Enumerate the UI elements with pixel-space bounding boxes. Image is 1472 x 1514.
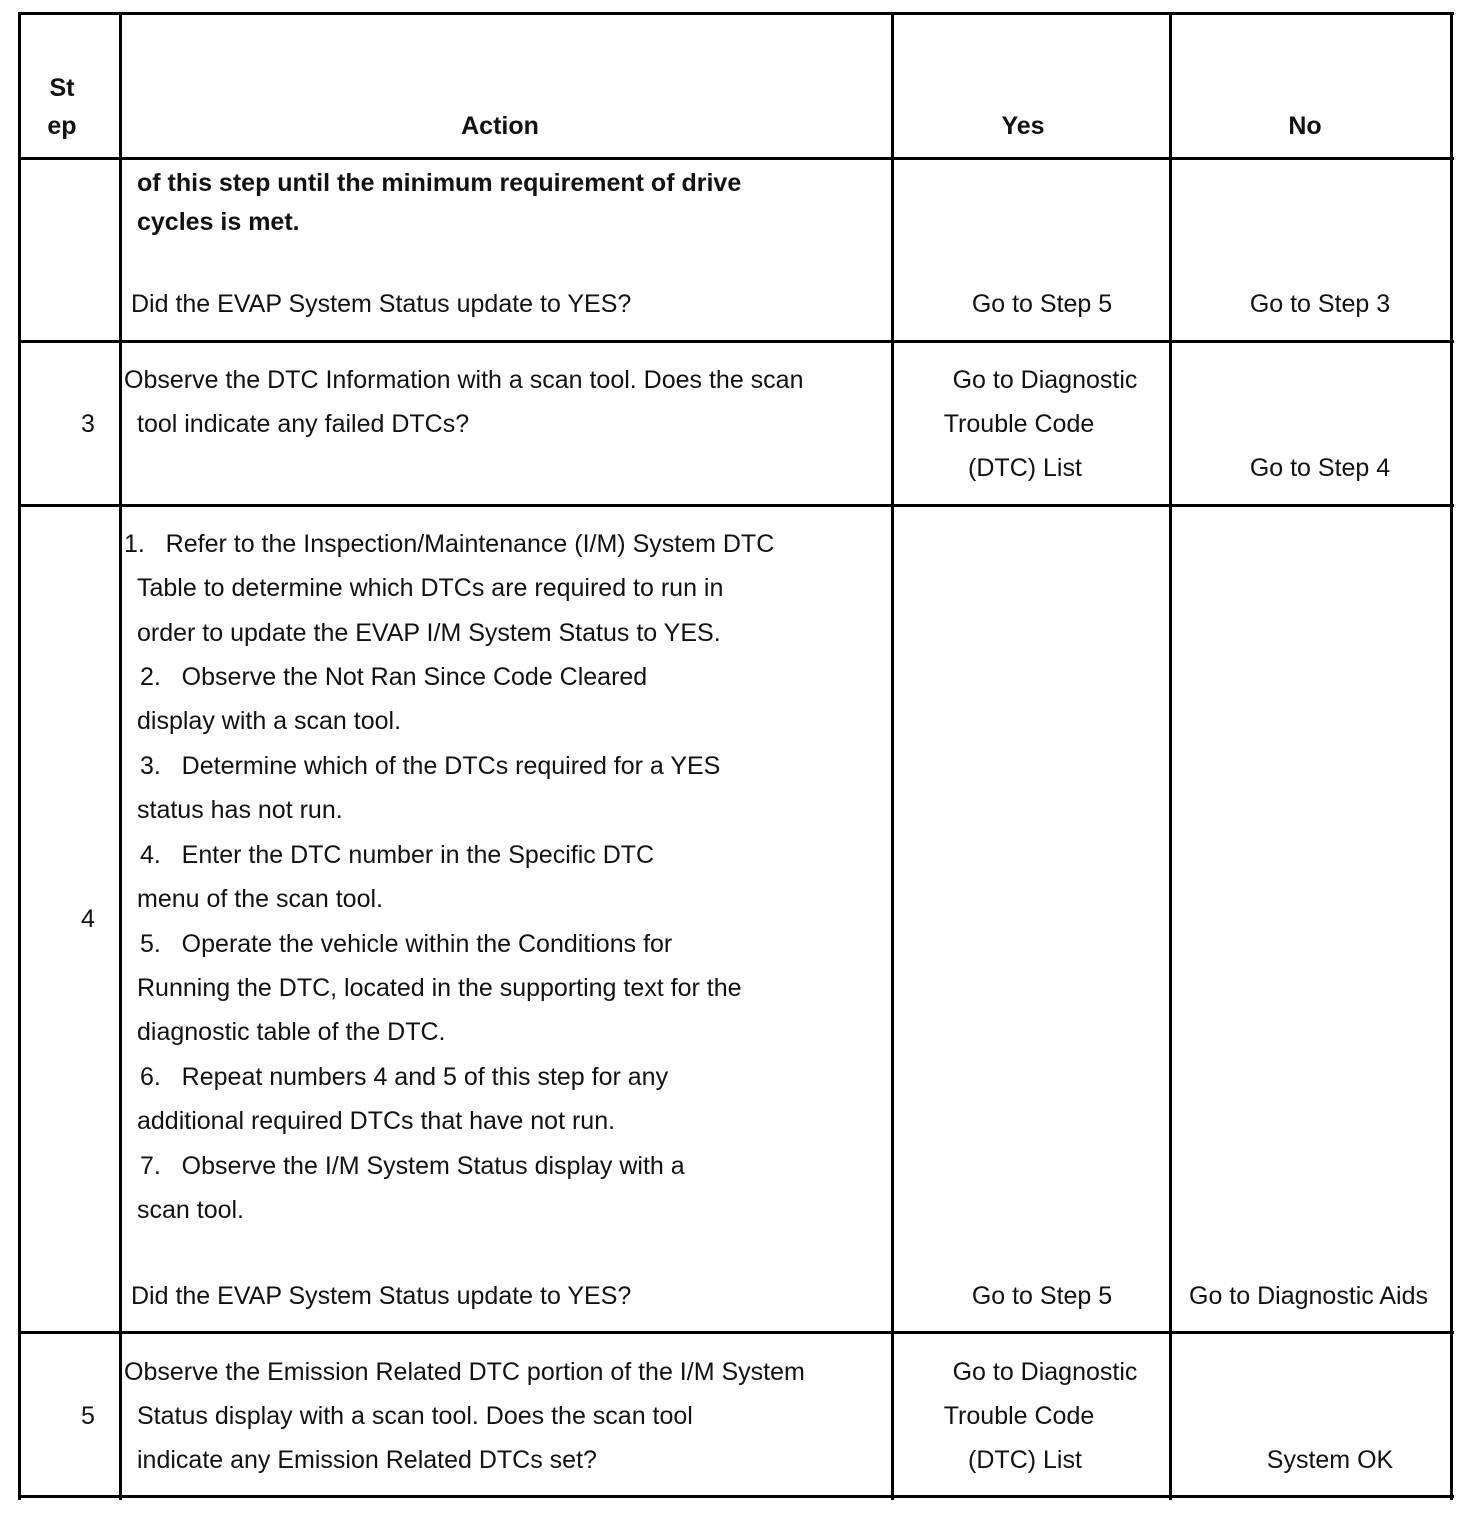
- yes-outcome: Go to Step 5: [971, 290, 1113, 318]
- action-text: indicate any Emission Related DTCs set?: [137, 1446, 597, 1474]
- header-yes: Yes: [1001, 112, 1045, 140]
- yes-outcome: Go to Diagnostic: [952, 366, 1138, 394]
- table-border-top: [18, 12, 1454, 15]
- row-divider: [18, 340, 1454, 343]
- header-step-line2: ep: [47, 112, 77, 140]
- action-text: 7. Observe the I/M System Status display with a: [140, 1152, 685, 1180]
- no-outcome: Go to Diagnostic Aids: [1189, 1282, 1429, 1310]
- action-text: Running the DTC, located in the supporting text for the: [137, 974, 742, 1002]
- table-border-right: [1450, 12, 1453, 1500]
- header-step-line1: St: [49, 74, 75, 102]
- action-text: 5. Operate the vehicle within the Conditions for: [140, 930, 673, 958]
- action-text: 3. Determine which of the DTCs required for a YES: [140, 752, 721, 780]
- no-outcome: Go to Step 4: [1249, 454, 1391, 482]
- column-divider: [1169, 12, 1172, 1500]
- yes-outcome: (DTC) List: [968, 1446, 1082, 1474]
- header-divider: [18, 157, 1454, 160]
- action-text: diagnostic table of the DTC.: [137, 1018, 446, 1046]
- action-question: Did the EVAP System Status update to YES?: [131, 290, 632, 318]
- row-divider: [18, 1331, 1454, 1334]
- action-text: tool indicate any failed DTCs?: [137, 410, 470, 438]
- yes-outcome: (DTC) List: [968, 454, 1082, 482]
- action-text: 1. Refer to the Inspection/Maintenance (I/M) System DTC: [124, 530, 775, 558]
- action-text: of this step until the minimum requirement of drive: [137, 169, 742, 197]
- yes-outcome: Trouble Code: [943, 1402, 1095, 1430]
- column-divider: [119, 12, 122, 1500]
- action-text: Observe the DTC Information with a scan tool. Does the scan: [124, 366, 804, 394]
- yes-outcome: Go to Step 5: [971, 1282, 1113, 1310]
- action-text: additional required DTCs that have not run.: [137, 1107, 616, 1135]
- action-text: display with a scan tool.: [137, 707, 402, 735]
- header-no: No: [1288, 112, 1322, 140]
- header-action: Action: [461, 112, 539, 140]
- step-number: 5: [81, 1402, 95, 1430]
- action-text: order to update the EVAP I/M System Status to YES.: [137, 619, 721, 647]
- step-number: 3: [81, 410, 95, 438]
- yes-outcome: Go to Diagnostic: [952, 1358, 1138, 1386]
- column-divider: [891, 12, 894, 1500]
- table-border-left: [18, 12, 21, 1500]
- action-text: menu of the scan tool.: [137, 885, 383, 913]
- action-text: Table to determine which DTCs are required to run in: [137, 574, 724, 602]
- table-border-bottom: [18, 1495, 1454, 1498]
- no-outcome: Go to Step 3: [1249, 290, 1391, 318]
- yes-outcome: Trouble Code: [943, 410, 1095, 438]
- action-question: Did the EVAP System Status update to YES?: [131, 1282, 632, 1310]
- action-text: 2. Observe the Not Ran Since Code Cleared: [140, 663, 648, 691]
- action-text: status has not run.: [137, 796, 343, 824]
- step-number: 4: [81, 905, 95, 933]
- row-divider: [18, 504, 1454, 507]
- action-text: Observe the Emission Related DTC portion of the I/M System: [124, 1358, 805, 1386]
- action-text: 6. Repeat numbers 4 and 5 of this step for any: [140, 1063, 669, 1091]
- no-outcome: System OK: [1266, 1446, 1394, 1474]
- action-text: Status display with a scan tool. Does the scan tool: [137, 1402, 693, 1430]
- action-text: cycles is met.: [137, 208, 300, 236]
- action-text: scan tool.: [137, 1196, 245, 1224]
- action-text: 4. Enter the DTC number in the Specific DTC: [140, 841, 655, 869]
